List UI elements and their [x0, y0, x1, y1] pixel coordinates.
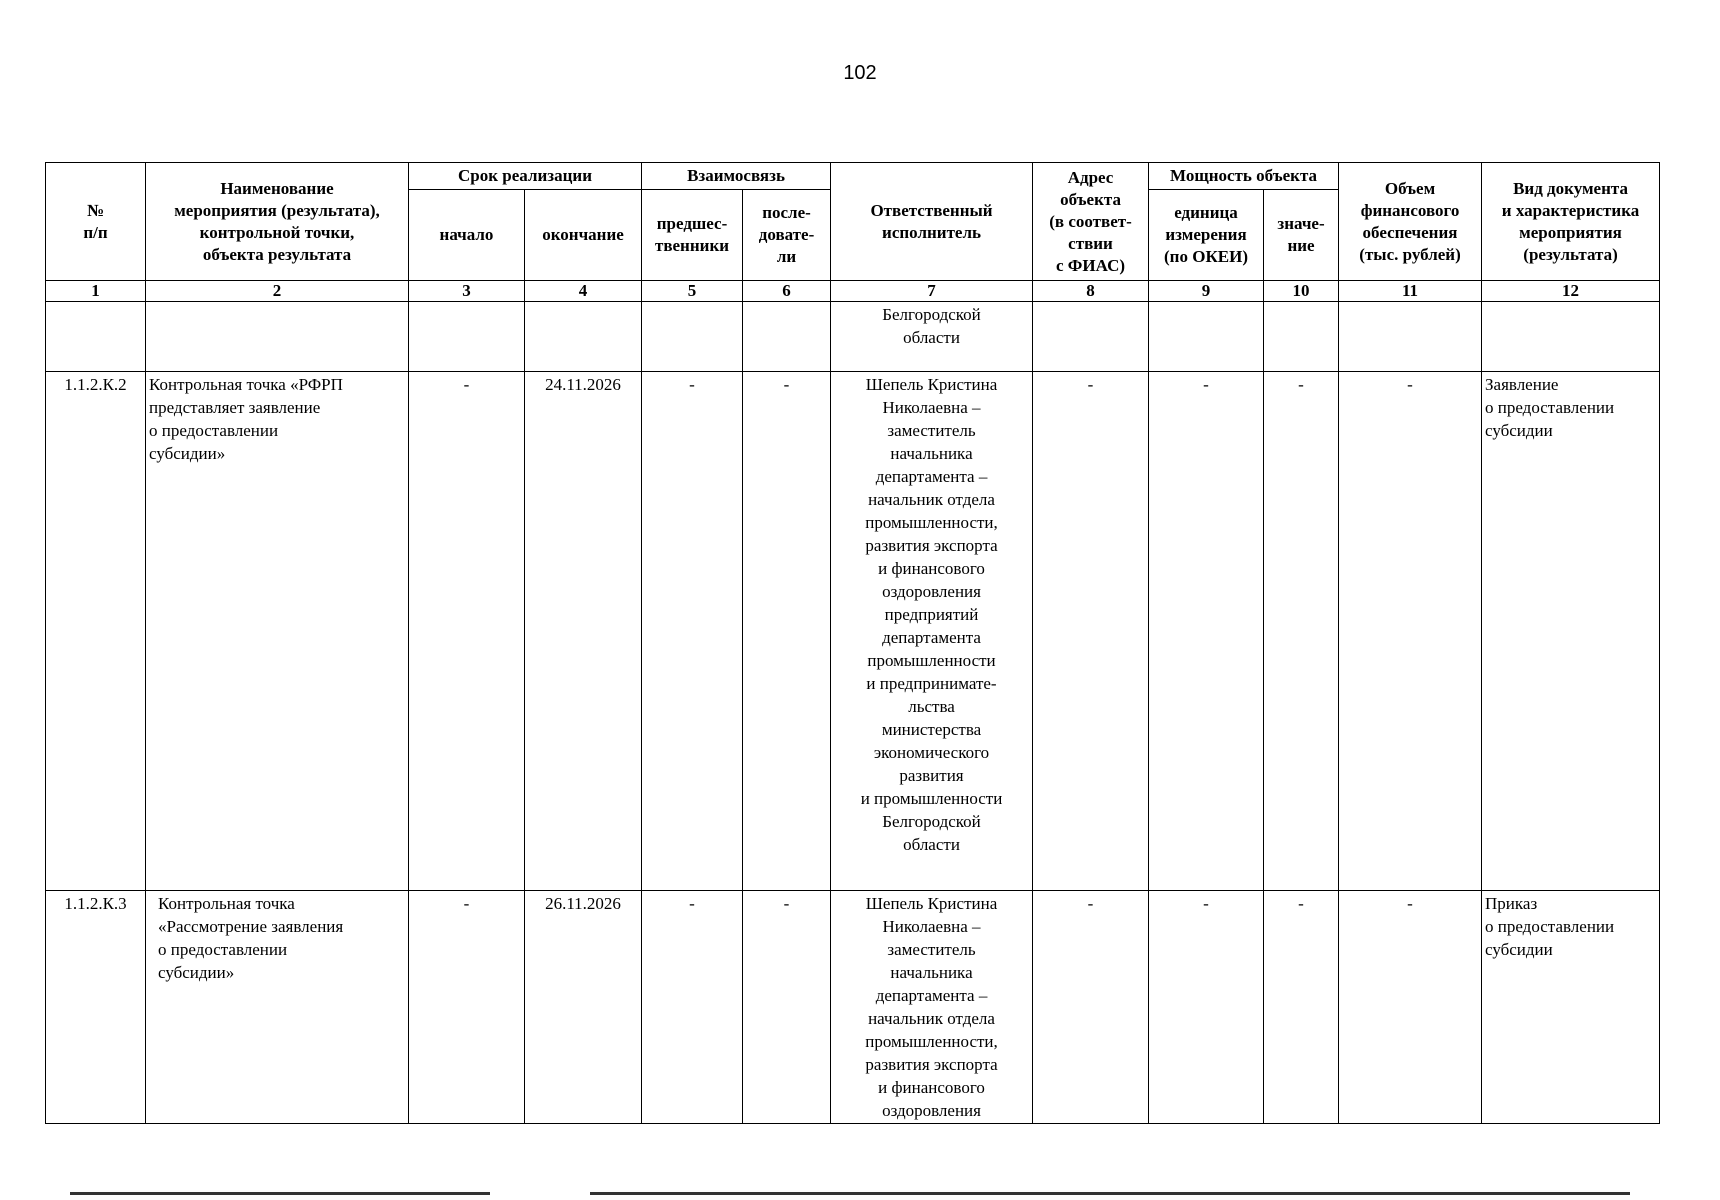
- column-number: 4: [525, 281, 642, 302]
- row-unit: -: [1149, 891, 1264, 1124]
- page-number: 102: [843, 62, 877, 84]
- row-responsible: Белгородской области: [831, 302, 1033, 372]
- column-number: 3: [409, 281, 525, 302]
- row-document: Приказ о предоставлении субсидии: [1482, 891, 1660, 1124]
- row-predecessors: -: [642, 891, 743, 1124]
- column-number: 2: [146, 281, 409, 302]
- row-end: 24.11.2026: [525, 372, 642, 891]
- table-row: [46, 891, 1660, 1124]
- row-end: [525, 302, 642, 372]
- row-start: -: [409, 372, 525, 891]
- header-term-group: Срок реализации: [409, 163, 642, 190]
- row-document: Заявление о предоставлении субсидии: [1482, 372, 1660, 891]
- header-capacity-group: Мощность объекта: [1149, 163, 1339, 190]
- row-finance: [1339, 302, 1482, 372]
- column-number: 9: [1149, 281, 1264, 302]
- header-predecessors: предшес- твенники: [642, 190, 743, 281]
- column-number: 10: [1264, 281, 1339, 302]
- row-successors: -: [743, 372, 831, 891]
- row-number: [46, 302, 146, 372]
- row-number: 1.1.2.К.3: [46, 891, 146, 1124]
- row-responsible: Шепель Кристина Николаевна – заместитель начальника департамента – начальник отдела промышленности, развития экспорта и финансового оздоровления: [831, 891, 1033, 1124]
- header-name: Наименование мероприятия (результата), контрольной точки, объекта результата: [146, 163, 409, 281]
- column-number: 8: [1033, 281, 1149, 302]
- plan-table: [45, 162, 1660, 1124]
- row-name: [146, 302, 409, 372]
- column-number: 5: [642, 281, 743, 302]
- row-start: [409, 302, 525, 372]
- row-predecessors: -: [642, 372, 743, 891]
- row-unit: [1149, 302, 1264, 372]
- column-number: 12: [1482, 281, 1660, 302]
- table-row: [46, 372, 1660, 891]
- header-successors: после- довате- ли: [743, 190, 831, 281]
- row-name: Контрольная точка «Рассмотрение заявления о предоставлении субсидии»: [146, 891, 409, 1124]
- table-row: [46, 302, 1660, 372]
- header-start: начало: [409, 190, 525, 281]
- header-end: окончание: [525, 190, 642, 281]
- row-finance: -: [1339, 372, 1482, 891]
- header-unit: единица измерения (по ОКЕИ): [1149, 190, 1264, 281]
- header-document: Вид документа и характеристика мероприятия (результата): [1482, 163, 1660, 281]
- row-number: 1.1.2.К.2: [46, 372, 146, 891]
- header-value: значе- ние: [1264, 190, 1339, 281]
- column-number: 7: [831, 281, 1033, 302]
- row-unit: -: [1149, 372, 1264, 891]
- header-finance: Объем финансового обеспечения (тыс. рублей): [1339, 163, 1482, 281]
- row-responsible: Шепель Кристина Николаевна – заместитель начальника департамента – начальник отдела промышленности, развития экспорта и финансового оздоровления предприятий департамента промышленности и предпринимате- льства министерства экономического развития и промышленности Белгородской области: [831, 372, 1033, 891]
- row-name: Контрольная точка «РФРП представляет заявление о предоставлении субсидии»: [146, 372, 409, 891]
- header-link-group: Взаимосвязь: [642, 163, 831, 190]
- column-number: 1: [46, 281, 146, 302]
- scan-edge-line: [70, 1192, 490, 1195]
- row-value: -: [1264, 372, 1339, 891]
- header-address: Адрес объекта (в соответ- ствии с ФИАС): [1033, 163, 1149, 281]
- scan-edge-line: [590, 1192, 1630, 1195]
- row-finance: -: [1339, 891, 1482, 1124]
- header-responsible: Ответственный исполнитель: [831, 163, 1033, 281]
- row-value: -: [1264, 891, 1339, 1124]
- row-successors: -: [743, 891, 831, 1124]
- row-successors: [743, 302, 831, 372]
- row-end: 26.11.2026: [525, 891, 642, 1124]
- column-number: 11: [1339, 281, 1482, 302]
- row-start: -: [409, 891, 525, 1124]
- row-address: -: [1033, 372, 1149, 891]
- row-address: [1033, 302, 1149, 372]
- header-number: № п/п: [46, 163, 146, 281]
- row-document: [1482, 302, 1660, 372]
- row-address: -: [1033, 891, 1149, 1124]
- column-number: 6: [743, 281, 831, 302]
- row-predecessors: [642, 302, 743, 372]
- row-value: [1264, 302, 1339, 372]
